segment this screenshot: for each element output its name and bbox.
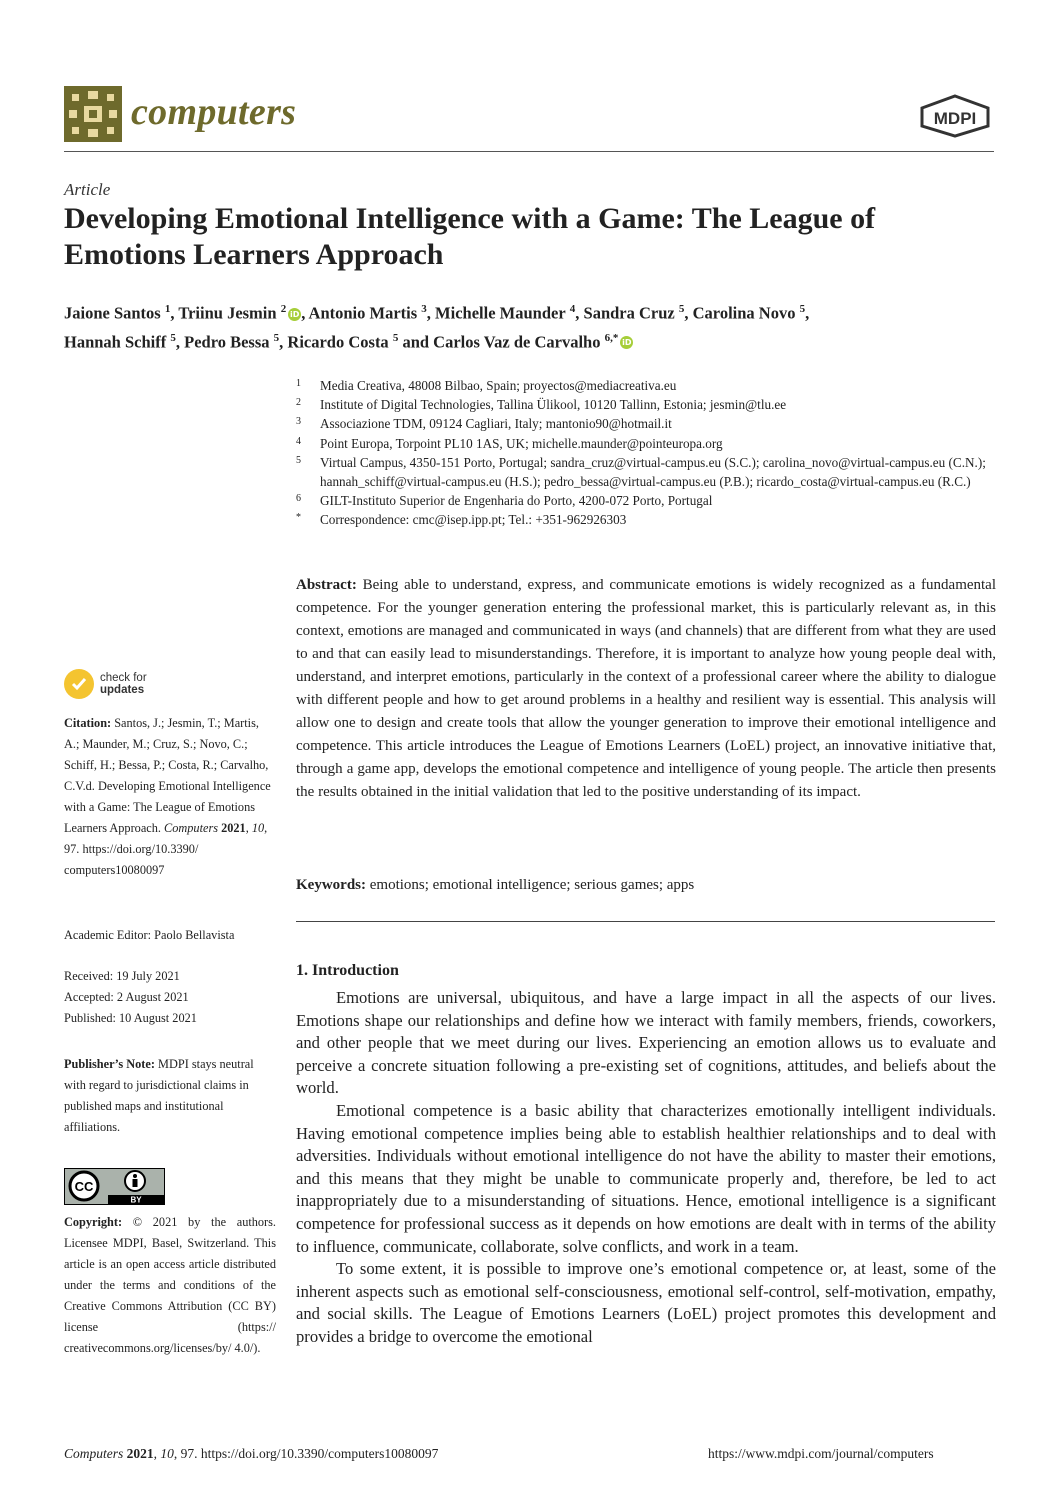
section-heading: 1. Introduction	[296, 962, 399, 979]
citation-label: Citation:	[64, 716, 112, 730]
author-affiliation-number: 5	[678, 303, 685, 315]
citation-text: Santos, J.; Jesmin, T.; Martis, A.; Maunder, M.; Cruz, S.; Novo, C.; Schiff, H.; Bessa, P.; Costa, R.; Carvalho, C.V.d. Developing Emotional Intelligence with a Game: The League of Emotions Learners Approach.	[64, 716, 271, 835]
keywords	[296, 874, 996, 897]
citation-doi[interactable]: , 97. https://doi.org/10.3390/ computers10080097	[64, 821, 268, 877]
citation-volume: 10	[251, 821, 265, 835]
author-name[interactable]: and Carlos Vaz de Carvalho	[402, 332, 601, 351]
accepted-date: Accepted: 2 August 2021	[64, 990, 189, 1004]
affiliation-number: 1	[296, 378, 301, 389]
cc-by-icon	[64, 1168, 165, 1205]
paragraph: To some extent, it is possible to improve one’s emotional competence or, at least, some of the inherent aspects such as emotional self-consciousness, emotional self-control, self-motivation, empathy, and social skills. The League of Emotions Learners (LoEL) project promotes this development and provides a bridge to overcome the emotional	[296, 1259, 996, 1346]
affiliation-item	[296, 491, 996, 510]
journal-name: computers	[131, 91, 297, 133]
author-affiliation-number: 3	[421, 303, 427, 315]
affiliation-number: 2	[296, 397, 301, 409]
publisher-logo	[918, 94, 992, 138]
footer-volume: 10	[160, 1446, 174, 1461]
academic-editor: Academic Editor: Paolo Bellavista	[64, 928, 235, 942]
affiliation-item	[296, 376, 996, 395]
affiliation-number: *	[296, 512, 301, 524]
footer-year: 2021	[126, 1446, 154, 1461]
citation-year: 2021	[221, 821, 246, 835]
author-affiliation-number: 2	[280, 303, 287, 315]
copyright-block	[64, 1212, 276, 1359]
check-updates-line-1: check for	[100, 672, 147, 684]
dates-block	[64, 966, 276, 1029]
keywords-label: Keywords:	[296, 877, 366, 893]
affiliation-item	[296, 453, 996, 491]
cc-label: CC	[74, 1179, 94, 1194]
affiliation-item	[296, 434, 996, 453]
header-divider	[64, 151, 994, 152]
author-affiliation-number: 6,*	[604, 331, 619, 344]
journal-logo-icon	[64, 86, 122, 142]
affiliation-item	[296, 414, 996, 433]
author-list	[64, 297, 1004, 354]
affiliation-text: Media Creativa, 48008 Bilbao, Spain; proyectos@mediacreativa.eu	[320, 378, 677, 393]
article-title: Developing Emotional Intelligence with a Game: The League of Emotions Learners Approach	[64, 202, 876, 271]
publisher-logo-text: MDPI	[933, 109, 977, 128]
author-affiliation-number: 5	[170, 331, 176, 344]
affiliation-number: 5	[296, 454, 301, 466]
affiliation-list	[296, 376, 996, 530]
author-name[interactable]: Jaione Santos	[64, 303, 161, 323]
copyright-text: © 2021 by the authors. Licensee MDPI, Basel, Switzerland. This article is an open access article distributed under the terms and conditions of the Creative Commons Attribution (CC BY) license (https:// creativecommons.org/licenses/by/ 4.0/).	[64, 1215, 277, 1355]
correspondence-text: Correspondence: cmc@isep.ipp.pt; Tel.: +351-962926303	[320, 512, 627, 528]
article-type: Article	[64, 180, 111, 199]
affiliation-text: GILT-Instituto Superior de Engenharia do Porto, 4200-072 Porto, Portugal	[320, 493, 713, 509]
author-name[interactable]: Sandra Cruz	[583, 303, 675, 323]
journal-logo	[64, 86, 122, 142]
affiliation-item	[296, 395, 996, 414]
mdpi-logo-icon	[918, 94, 992, 138]
footer-journal-url[interactable]: https://www.mdpi.com/journal/computers	[708, 1446, 934, 1461]
publisher-note-label: Publisher’s Note:	[64, 1057, 155, 1071]
affiliation-text: Institute of Digital Technologies, Tallina Ülikool, 10120 Tallinn, Estonia; jesmin@tlu.ee	[320, 397, 787, 413]
paragraph: Emotional competence is a basic ability that characterizes emotionally intelligent individuals. Having emotional competence implies being able to establish healthier relationships and to deal with adversities. Individuals without emotional intelligence do not have the ability to master their emotions, and this means that they might be unable to communicate properly and, therefore, be led to act inappropriately due to a misunderstanding of situations. Hence, emotional intelligence is a significant competence for professional success as it depends on how emotions are dealt with in terms of the ability to influence, communicate, collaborate, solve conflicts, and work in a team.	[296, 1100, 996, 1256]
affiliation-number: 4	[296, 435, 301, 447]
keywords-text: emotions; emotional intelligence; serious games; apps	[369, 877, 695, 893]
citation-journal: Computers	[164, 821, 219, 835]
orcid-icon[interactable]: iD	[290, 309, 300, 319]
abstract-label: Abstract:	[296, 577, 357, 593]
publisher-note-text: MDPI stays neutral with regard to jurisdictional claims in published maps and institutional affiliations.	[64, 1057, 254, 1134]
author-line-1: Jaione Santos $^1$, Triinu Jesmin $^2$ iD , Antonio Martis $^3$, Michelle Maunder $^4$, Sandra Cruz $^5$, Carolina Novo $^5$,	[64, 303, 810, 323]
paragraph: Emotions are universal, ubiquitous, and have a large impact in all the aspects of our lives. Emotions shape our relationships and define how we interact with family members, friends, coworkers, and other people that we meet during our lives. Experiencing an emotion allows us to evaluate and perceive a concrete situation following a pre-existing set of cognitions, attitudes, and beliefs about the world.	[296, 988, 996, 1098]
publisher-note	[64, 1054, 276, 1138]
affiliation-text: Virtual Campus, 4350-151 Porto, Portugal; sandra_cruz@virtual-campus.eu (S.C.); carolina_novo@virtual-campus.eu (C.N.); hannah_schiff@virtual-campus.eu (H.S.); pedro_bessa@virtual-campus.eu (P.B.); ricardo_costa@virtual-campus.eu (R.C.)	[320, 454, 986, 490]
footer-doi[interactable]: , 97. https://doi.org/10.3390/computers10080097	[173, 1446, 439, 1461]
affiliation-text: Associazione TDM, 09124 Cagliari, Italy; mantonio90@hotmail.it	[320, 416, 672, 432]
abstract-text: Being able to understand, express, and communicate emotions is widely recognized as a fundamental competence. For the younger generation entering the professional market, this is particularly relevant as, in this context, emotions are managed and communicated in ways (and channels) that are different from what they are used to and that can easily lead to misunderstandings. Therefore, it is important to analyze how young people deal with, understand, and interpret emotions, particularly in the context of a professional career where the ability to dialogue with different people and how to get around problems in a healthy and resilient way is essential. This analysis will allow one to design and create tools that allow the younger generation to improve their emotional intelligence and competence. This article introduces the League of Emotions Learners (LoEL) project, an innovative initiative that, through a game app, develops the emotional competence and intelligence of young people. The article then presents the results obtained in the initial validation that led to the positive understanding of its impact.	[296, 577, 997, 800]
affiliation-item	[296, 510, 996, 529]
author-affiliation-number: 1	[164, 303, 171, 315]
author-name[interactable]: Hannah Schiff	[64, 332, 167, 351]
affiliation-text: Point Europa, Torpoint PL10 1AS, UK; michelle.maunder@pointeuropa.org	[320, 435, 723, 451]
author-affiliation-number: 5	[392, 331, 399, 344]
received-date: Received: 19 July 2021	[64, 969, 180, 983]
check-for-updates-badge[interactable]	[64, 669, 147, 699]
check-updates-line-2: updates	[100, 684, 145, 696]
author-name[interactable]: Antonio Martis	[308, 303, 418, 323]
author-name[interactable]: Carolina Novo	[692, 303, 796, 323]
author-name[interactable]: Michelle Maunder	[435, 303, 566, 323]
author-name[interactable]: Ricardo Costa	[287, 332, 389, 351]
copyright-label: Copyright:	[64, 1215, 123, 1229]
affiliation-number: 6	[296, 493, 301, 505]
abstract	[296, 574, 996, 804]
body-text	[296, 987, 996, 1349]
citation-block: Citation: Santos, J.; Jesmin, T.; Martis, A.; Maunder, M.; Cruz, S.; Novo, C.; Schiff, H.; Bessa, P.; Costa, R.; Carvalho, C.V.d. Developing Emotional Intelligence with a Game: The League of Emotions Learners Approach. Computers 2021, 10, 97. https://doi.org/10.3390/ computers10080097	[64, 716, 271, 877]
affiliation-number: 3	[296, 416, 301, 428]
author-affiliation-number: 4	[569, 303, 576, 315]
author-affiliation-number: 5	[799, 303, 806, 315]
footer-citation: Computers 2021, 10, 97. https://doi.org/10.3390/computers10080097	[64, 1446, 439, 1461]
author-affiliation-number: 5	[273, 331, 280, 344]
author-line-2: Hannah Schiff $^5$, Pedro Bessa $^5$, Ricardo Costa $^5$ and Carlos Vaz de Carvalho $^{6,*}$ iD	[64, 331, 632, 351]
cc-by-label: BY	[130, 1195, 142, 1205]
published-date: Published: 10 August 2021	[64, 1011, 197, 1025]
orcid-icon[interactable]: iD	[622, 338, 632, 347]
cc-by-license-badge[interactable]	[64, 1168, 165, 1205]
section-divider	[296, 921, 995, 922]
check-icon	[64, 669, 94, 699]
author-name[interactable]: Triinu Jesmin	[178, 303, 277, 323]
footer-journal: Computers	[64, 1446, 124, 1461]
author-name[interactable]: Pedro Bessa	[184, 332, 270, 351]
